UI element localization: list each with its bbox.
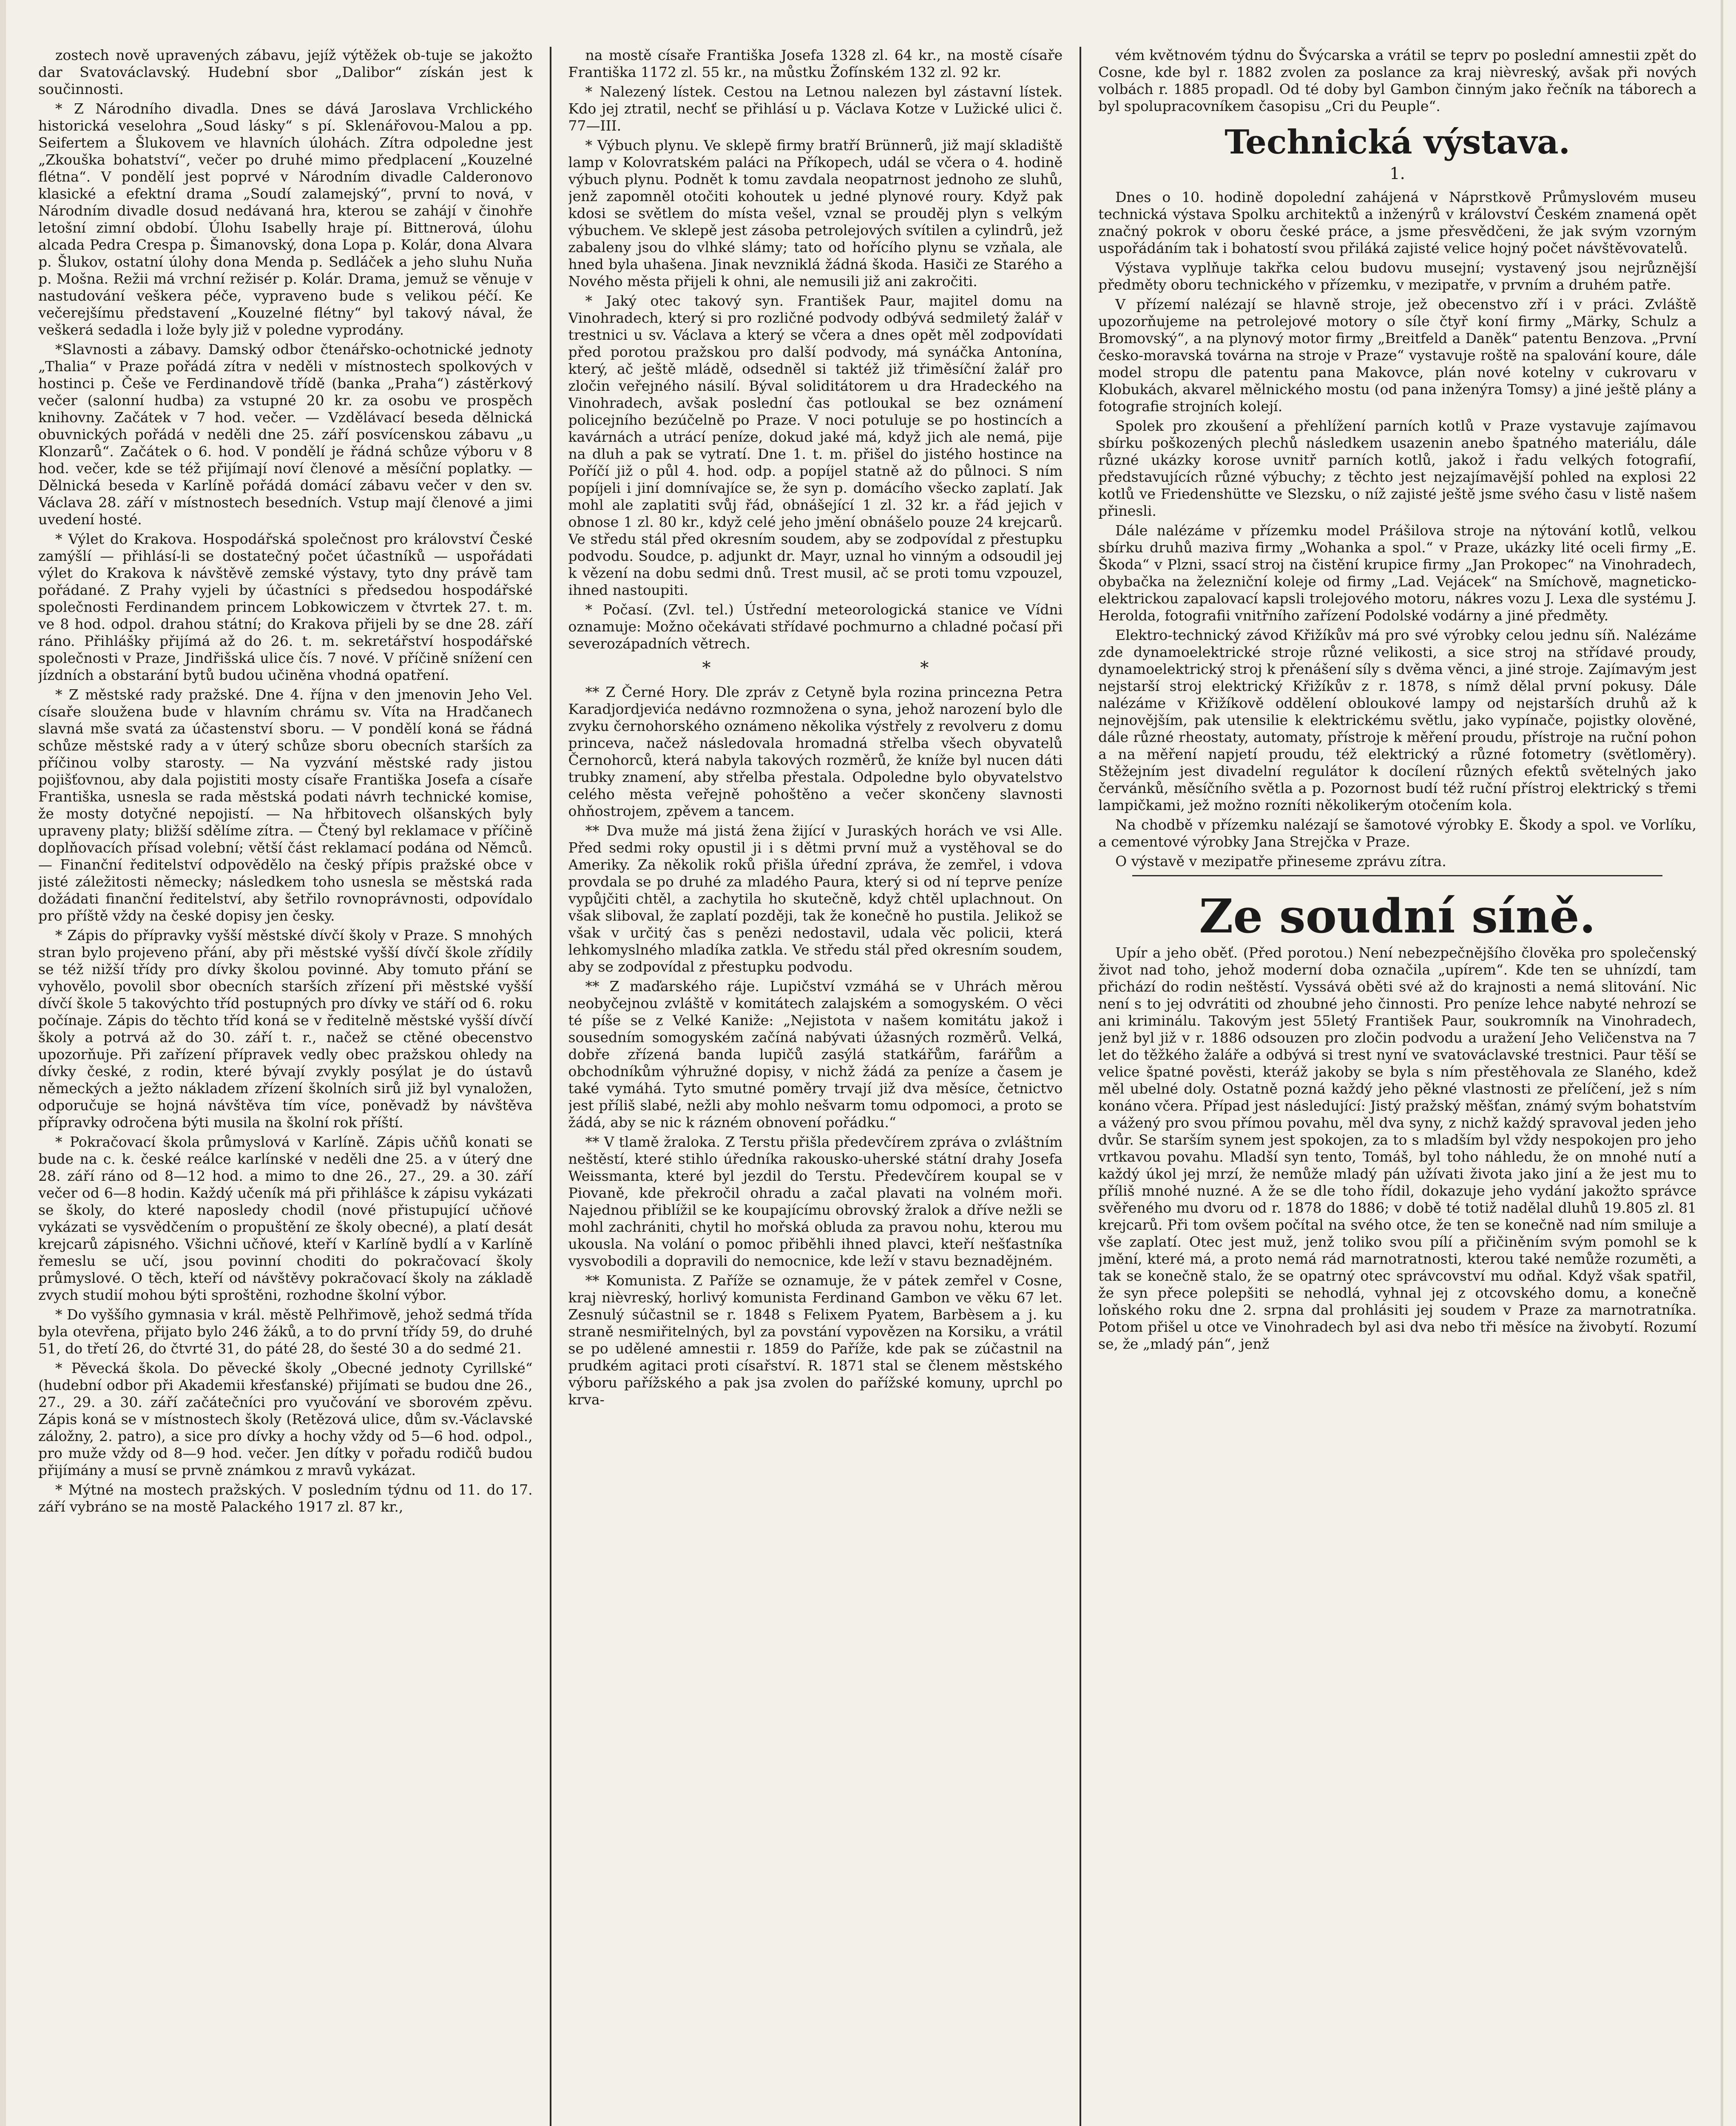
article-paragraph: Výstava vyplňuje takřka celou budovu musejní; vystavený jsou nejrůznější předměty oboru technického v přízemku, v mezipatře, v prvním a druhém patře.: [1098, 259, 1696, 293]
article-paragraph: Na chodbě v přízemku nalézají se šamotové výrobky E. Škody a spol. ve Vorlíku, a cementové výrobky Jana Strejčka v Praze.: [1098, 816, 1696, 850]
article-paragraph: ** Z maďarského ráje. Lupičství vzmáhá se v Uhrách měrou neobyčejnou zvláště v komitátech zalajském a somogyském. O věci té píše se z Velké Kaniže: „Nejistota v našem komitátu jakož i sousedním somogyském začíná nabývati úžasných rozměrů. Velká, dobře zřízená banda lupičů zasýlá statkářům, farářům a obchodníkům výhružné dopisy, v nichž žádá za peníze a časem je také vymáhá. Tyto smutné poměry trvají již dva měsíce, četnictvo jest příliš slabé, nežli aby mohlo nešvarm tomu odpomoci, a proto se žádá, aby se nic k rázném obnovení pořádku.“: [568, 978, 1063, 1131]
article-paragraph: Dnes o 10. hodině dopolední zahájená v Náprstkově Průmyslovém museu technická výstava Spolku architektů a inženýrů v království Českém znamená opět značný pokrok v oboru české práce, a jsme přesvědčeni, že jak svým vzorným uspořádáním tak i bohatostí svou přiláká zajisté velice hojný počet návštěvovatelů.: [1098, 189, 1696, 256]
article-paragraph: *Slavnosti a zábavy. Damský odbor čtenářsko-ochotnické jednoty „Thalia“ v Praze pořádá zítra v neděli v místnostech spolkových v hostinci p. Češe ve Ferdinandově třídě (banka „Praha“) zástěrkový večer (salonní hudba) za vstupné 20 kr. za osobu ve prospěch knihovny. Začátek v 7 hod. večer. — Vzdělávací beseda dělnická obuvnických pořádá v neděli dne 25. září posvícenskou zábavu „u Klonzarů“. Začátek o 6. hod. V pondělí je řádná schůze výboru v 8 hod. večer, kde se též přijímají noví členové a měsíční poplatky. — Dělnická beseda v Karlíně pořádá domácí zábavu večer v den sv. Václava 28. září v místnostech besedních. Vstup mají členové a jimi uvedení hosté.: [38, 341, 533, 528]
article-paragraph: ** Komunista. Z Paříže se oznamuje, že v pátek zemřel v Cosne, kraj nièvreský, horlivý komunista Ferdinand Gambon ve věku 67 let. Zesnulý súčastnil se r. 1848 s Felixem Pyatem, Barbèsem a j. ku straně nesmiřitelných, byl za povstání vypovězen na Korsiku, a vrátil se po udělené amnestii r. 1859 do Paříže, kde pak se zúčastnil na prudkém agitaci proti císařství. R. 1871 stal se členem městského výboru pařížského a pak jsa zvolen do pařížské komuny, uprchl po krva-: [568, 1272, 1063, 1408]
article-paragraph: * Zápis do přípravky vyšší městské dívčí školy v Praze. S mnohých stran bylo projeveno přání, aby při městské vyšší dívčí škole zřídily se též nižší třídy pro dívky školou povinné. Aby tomuto přání se vyhovělo, povolil sbor obecních starších zřízení při městské vyšší dívčí škole 5 takovýchto tříd postupných pro dívky ve stáří od 6. roku počínaje. Zápis do těchto tříd koná se v ředitelně městské vyšší dívčí školy a potrvá až do 30. září t. r., načež se ctěné obecenstvo upozorňuje. Při zařízení přípravek vedly obec pražskou ohledy na dívky české, z rodin, které bývají zvykly posýlat je do ústavů německých a ježto nákladem zřízení školních sirů již byl vynaložen, odporučuje se hojná návštěva tím více, poněvadž by návštěva přípravky odročena býti musila na školní rok příští.: [38, 927, 533, 1131]
article-paragraph: ** Dva muže má jistá žena žijící v Juraských horách ve vsi Alle. Před sedmi roky opustil ji i s dětmi první muž a vystěhoval se do Ameriky. Za několik roků přišla úřední zpráva, že zemřel, i vdova provdala se po druhé za mladého Paura, který si od ní teprve peníze vypůjčiti chtěl, a zachytila ho skutečně, když chtěl uplachnout. On však sliboval, že zaplatí později, tak že konečně ho pustila. Jelikož se však v určitý čas s penězi nedostavil, udala věc policii, která lehkomyslného mladíka zatkla. Ve středu stál před okresním soudem, aby se zodpovídal z přestupku podvodu.: [568, 822, 1063, 975]
article-paragraph: Spolek pro zkoušení a přehlížení parních kotlů v Praze vystavuje zajímavou sbírku poškozených plechů následkem usazenin anebo špatného materiálu, dále různé ukázky korose uvnitř parních kotlů, jakož i řadu velkých fotografií, představujících různé výbuchy; z těchto jest nejzajímavější pohled na explosi 22 kotlů ve Friedenshütte ve Slezsku, o níž zajisté ještě jsme svého času v listě našem přinesli.: [1098, 418, 1696, 519]
section-divider: [1132, 875, 1662, 876]
article-paragraph: * Pokračovací škola průmyslová v Karlíně. Zápis učňů konati se bude na c. k. české reálce karlínské v neděli dne 25. a v úterý dne 28. září ráno od 8—12 hod. a mimo to dne 26., 27., 29. a 30. září večer od 6—8 hodin. Každý učeník má při přihlášce k zápisu vykázati se školy, do které naposledy chodil (nové přistupující učňové vykázati se vysvědčením o propuštění ze školy obecné), a platí desát krejcarů zápisného. Všichni učňové, kteří v Karlíně bydlí a v Karlíně řemeslu se učí, jsou povinní choditi do pokračovací školy průmyslové. O těch, kteří od návštěvy pokračovací školy na základě zvych studií mohou býti sproštěni, rozhodne školní výbor.: [38, 1134, 533, 1303]
article-paragraph: ** V tlamě žraloka. Z Terstu přišla předevčírem zpráva o zvláštním neštěstí, které stihlo úředníka rakousko-uherské státní drahy Josefa Weissmanta, které byl jezdil do Terstu. Předevčírem koupal se v Piovaně, kde překročil ohradu a začal plavati na volném moři. Najednou přiblížil se ke koupajícímu obrovský žralok a dříve nežli se mohl zachrániti, chytil ho mořská obluda za pravou nohu, kterou mu ukousla. Na volání o pomoc přiběhli ihned plavci, kteří nešťastníka vysvobodili a dopravili do nemocnice, kde leží v stavu beznadějném.: [568, 1134, 1063, 1269]
article-paragraph: * Mýtné na mostech pražských. V posledním týdnu od 11. do 17. září vybráno se na mostě Palackého 1917 zl. 87 kr.,: [38, 1481, 533, 1515]
article-paragraph: * Pěvecká škola. Do pěvecké školy „Obecné jednoty Cyrillské“ (hudební odbor při Akademii křesťanské) přijímati se budou dne 26., 27., 29. a 30. září začátečníci pro vyučování ve sborovém zpěvu. Zápis koná se v místnostech školy (Retězová ulice, dům sv.-Václavské záložny, 2. patro), a sice pro dívky a hochy vždy od 5—6 hod. odpol., pro muže vždy od 8—9 hod. večer. Jen dítky v pořadu rodičů budou přijímány a musí se prvně známkou z mravů vykázat.: [38, 1360, 533, 1478]
article-paragraph: vém květnovém týdnu do Švýcarska a vrátil se teprv po poslední amnestii zpět do Cosne, kde byl r. 1882 zvolen za poslance za kraj nièvreský, avšak při nových volbách r. 1885 propadl. Od té doby byl Gambon činným jako řečník na táborech a byl spolupracovníkem časopisu „Cri du Peuple“.: [1098, 47, 1696, 114]
page-left-edge: [0, 0, 6, 2126]
page-right-edge: [1721, 0, 1723, 2126]
article-paragraph: Upír a jeho oběť. (Před porotou.) Není nebezpečnějšího člověka pro společenský život nad toho, jehož moderní doba označila „upírem“. Kde ten se uhnízdí, tam přichází do rodin neštěstí. Vyssává oběti své až do krajnosti a nemá slitování. Nic není s to jej odvrátiti od zhoubné jeho činnosti. Pro peníze lehce nabyté nehrozí se ani kriminálu. Takovým jest 55letý František Paur, soukromník na Vinohradech, jenž byl již v r. 1886 odsouzen pro zločin podvodu a uražení Jeho Veličenstva na 7 let do těžkého žaláře a odbývá si trest nyní ve svatováclavské trestnici. Paur těší se velice špatné pověsti, kteráž jakoby se byla s ním přestěhovala ze Slaného, kdež měl ubelné doly. Ostatně pozná každý jeho pěkné vlastnosti ze přelíčení, jež s ním konáno včera. Případ jest následující: Jistý pražský měšťan, známý svým bohatstvím a vážený pro svou přímou povahu, měl dva syny, z nichž každý spravoval jeden jeho dvůr. Se starším synem jest spokojen, za to s mladším byl vždy nespokojen pro jeho vrtkavou povahu. Mladší syn tento, Tomáš, byl toho náhledu, že on mnohé nutí a každý úkol jej mrzí, že nemůže mladý pán užívati života jako jiní a že jest mu to příliš mnohé nuzné. A že se dle toho řídil, dokazuje jeho vydání jakožto správce svěřeného mu dvoru od r. 1878 do 1886; v době té totiž nadělal dluhů 19.805 zl. 81 krejcarů. Při tom ovšem počítal na svého otce, že ten se konečně nad ním smiluje a vše zaplatí. Otec jest muž, jenž toliko svou pílí a přičiněním svým pomohl se k jmění, které má, a proto nemá rád marnotratnosti, kterou také nemůže rozuměti, a tak se konečně stalo, že se opatrný otec správcovství mu odňal. Když však spatřil, že syn přece polepšiti se nehodlá, vyhnal jej z otcovského domu, a konečně loňského roku dne 2. srpna dal prohlásiti jej soudem v Praze za marnotratníka. Potom přišel u otce ve Vinohradech byl asi dva nebo tři měsíce na živobytí. Rozumí se, že „mladý pán“, jenž: [1098, 944, 1696, 1352]
article-paragraph: * Nalezený lístek. Cestou na Letnou nalezen byl zástavní lístek. Kdo jej ztratil, nechť se přihlásí u p. Václava Kotze v Lužické ulici č. 77—III.: [568, 83, 1063, 134]
section-part-number: 1.: [1389, 164, 1405, 183]
article-paragraph: zostech nově upravených zábavu, jejíž výtěžek ob-tuje se jakožto dar Svatováclavský. Hudební sbor „Dalibor“ získán jest k součinnosti.: [38, 47, 533, 97]
article-paragraph: V přízemí nalézají se hlavně stroje, jež obecenstvo zří i v práci. Zvláště upozorňujeme na petrolejové motory o síle čtyř koní firmy „Märky, Schulz a Bromovský“, a na plynový motor firmy „Breitfeld a Daněk“ patentu Benzova. „První česko-moravská továrna na stroje v Praze“ vystavuje roště na spalování koure, dále model stropu dle patentu pana Makovce, plán nové kotelny v cukrovaru v Klobukách, akvarel mělnického mostu (od pana inženýra Tomsy) a jiné ještě plány a fotografie strojních kolejí.: [1098, 296, 1696, 415]
article-paragraph: * Do vyššího gymnasia v král. městě Pelhřimově, jehož sedmá třída byla otevřena, přijato bylo 246 žáků, a to do první třídy 59, do druhé 51, do třetí 26, do čtvrté 31, do páté 28, do šesté 30 a do sedmé 21.: [38, 1306, 533, 1357]
column-2: [568, 47, 1063, 2126]
article-paragraph: Elektro-technický závod Křižíkův má pro své výrobky celou jednu síň. Nalézáme zde dynamoelektrické stroje různé velikosti, a sice stroj na střídavé proudy, dynamoelektrický stroj k přenášení síly s dvěma věnci, a jiné stroje. Zajímavým jest nejstarší stroj elektrický Křižíkův z r. 1878, s nímž dělal první pokusy. Dále nalézáme v Křižíkově oddělení obloukové lampy od nejstarších druhů až k nejnovějším, pak utensilie k elektrickému světlu, jako vypínače, pojistky olověné, dále různé rheostaty, automaty, přístroje k měření proudu, přístroje na ruční pohon a na měření napjetí proudu, též elektrický a různé fotometry (světloměry). Stěžejním jest divadelní regulátor k docílení různých efektů světelných jako červánků, měsíčního světla a p. Pozornost budí též ruční přístroj elektrický s třemi lampičkami, jež možno rozníti několikerým otočením kola.: [1098, 627, 1696, 813]
article-paragraph: * Výlet do Krakova. Hospodářská společnost pro království České zamýšlí — přihlásí-li se dostatečný počet účastníků — uspořádati výlet do Krakova k návštěvě zemské výstavy, tyto dny právě tam pořádané. Z Prahy vyjeli by účastníci s předsedou hospodářské společnosti Ferdinandem princem Lobkowiczem v čtvrtek 27. t. m. ve 8 hod. odpol. drahou státní; do Krakova přijeli by se dne 28. září ráno. Přihlášky přijímá až do 26. t. m. sekretářství hospodářské společnosti v Praze, Jindřišská ulice čís. 7 nové. V příčině snížení cen jízdních a obstarání bytů budou učiněna vhodná opatření.: [38, 531, 533, 683]
article-paragraph: * Jaký otec takový syn. František Paur, majitel domu na Vinohradech, který si pro rozličné podvody odbývá sedmiletý žalář v trestnici u sv. Václava a který se včera a dnes opět měl zodpovídati před porotou pražskou pro další podvody, má synáčka Antonína, který, ač ještě mládě, odsedněl si taktéž již třiměsíční žalář pro zločin veřejného násilí. Býval soliditátorem u dra Hradeckého na Vinohradech, avšak poslední čas potloukal se bez oznámení policejního bezúčelně po Praze. V noci potuluje se po hostincích a kavárnách a utrácí peníze, dokud jaké má, když jich ale nemá, pije na dluh a pak se vytratí. Dne 1. t. m. přišel do jistého hostince na Poříčí již o půl 4. hod. odp. a popíjel statně až do půlnoci. S ním popíjeli i jiní domnívajíce se, že syn p. domácího všecko zaplatí. Jak mohl ale zaplatiti svůj řád, obnášející 1 zl. 32 kr. a řád jejich v obnose 1 zl. 80 kr., když celé jeho jmění obnášelo pouze 24 krejcarů. Ve středu stál před okresním soudem, aby se zodpovídal z přestupku podvodu. Soudce, p. adjunkt dr. Mayr, uznal ho vinným a odsoudil jej k vězení na dobu sedmi dnů. Trest musil, ač se proti tomu vzpouzel, ihned nastoupiti.: [568, 293, 1063, 598]
section-separator-stars: * *: [702, 658, 1031, 678]
article-paragraph: Dále nalézáme v přízemku model Prášilova stroje na nýtování kotlů, velkou sbírku druhů maziva firmy „Wohanka a spol.“ v Praze, ukázky lité oceli firmy „E. Škoda“ v Plzni, ssací stroj na čistění krupice firmy „Jan Prokopec“ na Vinohradech, obybačka na železniční koleje od firmy „Lad. Vejácek“ na Smíchově, magneticko-elektrickou zapalovací kapsli trolejového motoru, nákres vozu J. Lexa dle systému J. Herolda, fotografii vnitřního zařízení Podolské vodárny a jiné předměty.: [1098, 522, 1696, 624]
article-paragraph: na mostě císaře Františka Josefa 1328 zl. 64 kr., na mostě císaře Františka 1172 zl. 55 kr., na můstku Žofínském 132 zl. 92 kr.: [568, 47, 1063, 80]
article-paragraph: * Z Národního divadla. Dnes se dává Jaroslava Vrchlického historická veselohra „Soud lásky“ s pí. Sklenářovou-Malou a pp. Seifertem a Šlukovem ve hlavních úlohách. Zítra odpoledne jest „Zkouška bohatství“, večer po druhé mimo předplacení „Kouzelné flétna“. V pondělí jest poprvé v Národním divadle Calderonovo klasické a efektní drama „Soudí zalamejský“, první to nová, v Národním divadle dosud nedávaná hra, kterou se zahájí v činohře letošní zimní období. Úlohu Isabelly hraje pí. Bittnerová, úlohu alcada Pedra Crespa p. Šimanovský, dona Lopa p. Kolár, dona Alvara p. Šlukov, ostatní úlohy dona Menda p. Sedláček a jeho sluhu Nuňa p. Mošna. Režii má vrchní režisér p. Kolár. Drama, jemuž se věnuje v nastudování veškera péče, vypraveno bude s velikou péčí. Ke večerejšímu představení „Kouzelné flétny“ byl takový nával, že veškerá sedadla i lože byly již v poledne vyprodány.: [38, 100, 533, 338]
column-divider: [550, 47, 551, 2126]
column-3: [1098, 47, 1696, 2126]
section-heading-court-room: Ze soudní síně.: [1199, 889, 1596, 944]
section-heading-technical-exhibition: Technická výstava.: [1225, 123, 1570, 162]
column-divider: [1080, 47, 1081, 2126]
article-paragraph: ** Z Černé Hory. Dle zpráv z Cetyně byla rozina princezna Petra Karadjordjevića nedávno rozmnožena o syna, jehož narození bylo dle zvyku černohorského oznámeno několika výstřely z revolveru z domu princeva, načež následovala hromadná střelba všech obyvatelů Černohorců, která nabyla takových rozměrů, že kníže byl nucen dáti trubky znamení, aby střelba přestala. Odpoledne bylo obyvatelstvo celého města veřejně pohoštěno a večer skončeny slavnosti ohňostrojem, zpěvem a tancem.: [568, 684, 1063, 819]
newspaper-page: [38, 47, 1696, 2126]
column-1: [38, 47, 533, 2126]
article-paragraph: O výstavě v mezipatře přineseme zprávu zítra.: [1115, 853, 1446, 870]
article-paragraph: * Počasí. (Zvl. tel.) Ústřední meteorologická stanice ve Vídni oznamuje: Možno očekávati střídavé pochmurno a chladné počasí při severozápadních větrech.: [568, 601, 1063, 652]
article-paragraph: * Výbuch plynu. Ve sklepě firmy bratří Brünnerů, již mají skladiště lamp v Kolovratském paláci na Příkopech, udál se včera o 4. hodině výbuch plynu. Podnět k tomu zavdala neopatrnost jednoho ze sluhů, jenž zapomněl otočiti kohoutek u jedné plynové roury. Když pak kdosi se světlem do místa vešel, vznal se prouděj plyn s velkým výbuchem. Ve sklepě jest zásoba petrolejových svítilen a cylindrů, jež zabaleny jsou do vlhké slámy; tato od hořícího plynu se vzňala, ale hned byla uhašena. Jinak nevzniklá žádná škoda. Hasiči ze Starého a Nového města přijeli k ohni, ale nemusili již ani zakročiti.: [568, 137, 1063, 290]
article-paragraph: * Z městské rady pražské. Dne 4. října v den jmenovin Jeho Vel. císaře sloužena bude v hlavním chrámu sv. Víta na Hradčanech slavná mše svatá za účastenství sboru. — V pondělí koná se řádná schůze městské rady a v úterý schůze sboru obecních starších za příčinou volby starosty. — Na vyzvání městské rady jistou pojišťovnou, aby dala pojistiti mosty císaře Františka Josefa a císaře Františka, usnesla se rada městská podati návrh technické komise, že mosty dotyčné nepojistí. — Na hřbitovech olšanských byly upraveny platy; bližší sdělíme zítra. — Čtený byl reklamace v příčině doplňovacích přísad volební; větší část reklamací podána od Němců. — Finanční ředitelství odpovědělo na český přípis pražské obce v jisté záležitosti německy; následkem toho usnesla se městská rada dožádati finanční ředitelství, aby šetřilo rovnoprávnosti, odpovídalo pro příště vždy na české dopisy jen česky.: [38, 686, 533, 924]
